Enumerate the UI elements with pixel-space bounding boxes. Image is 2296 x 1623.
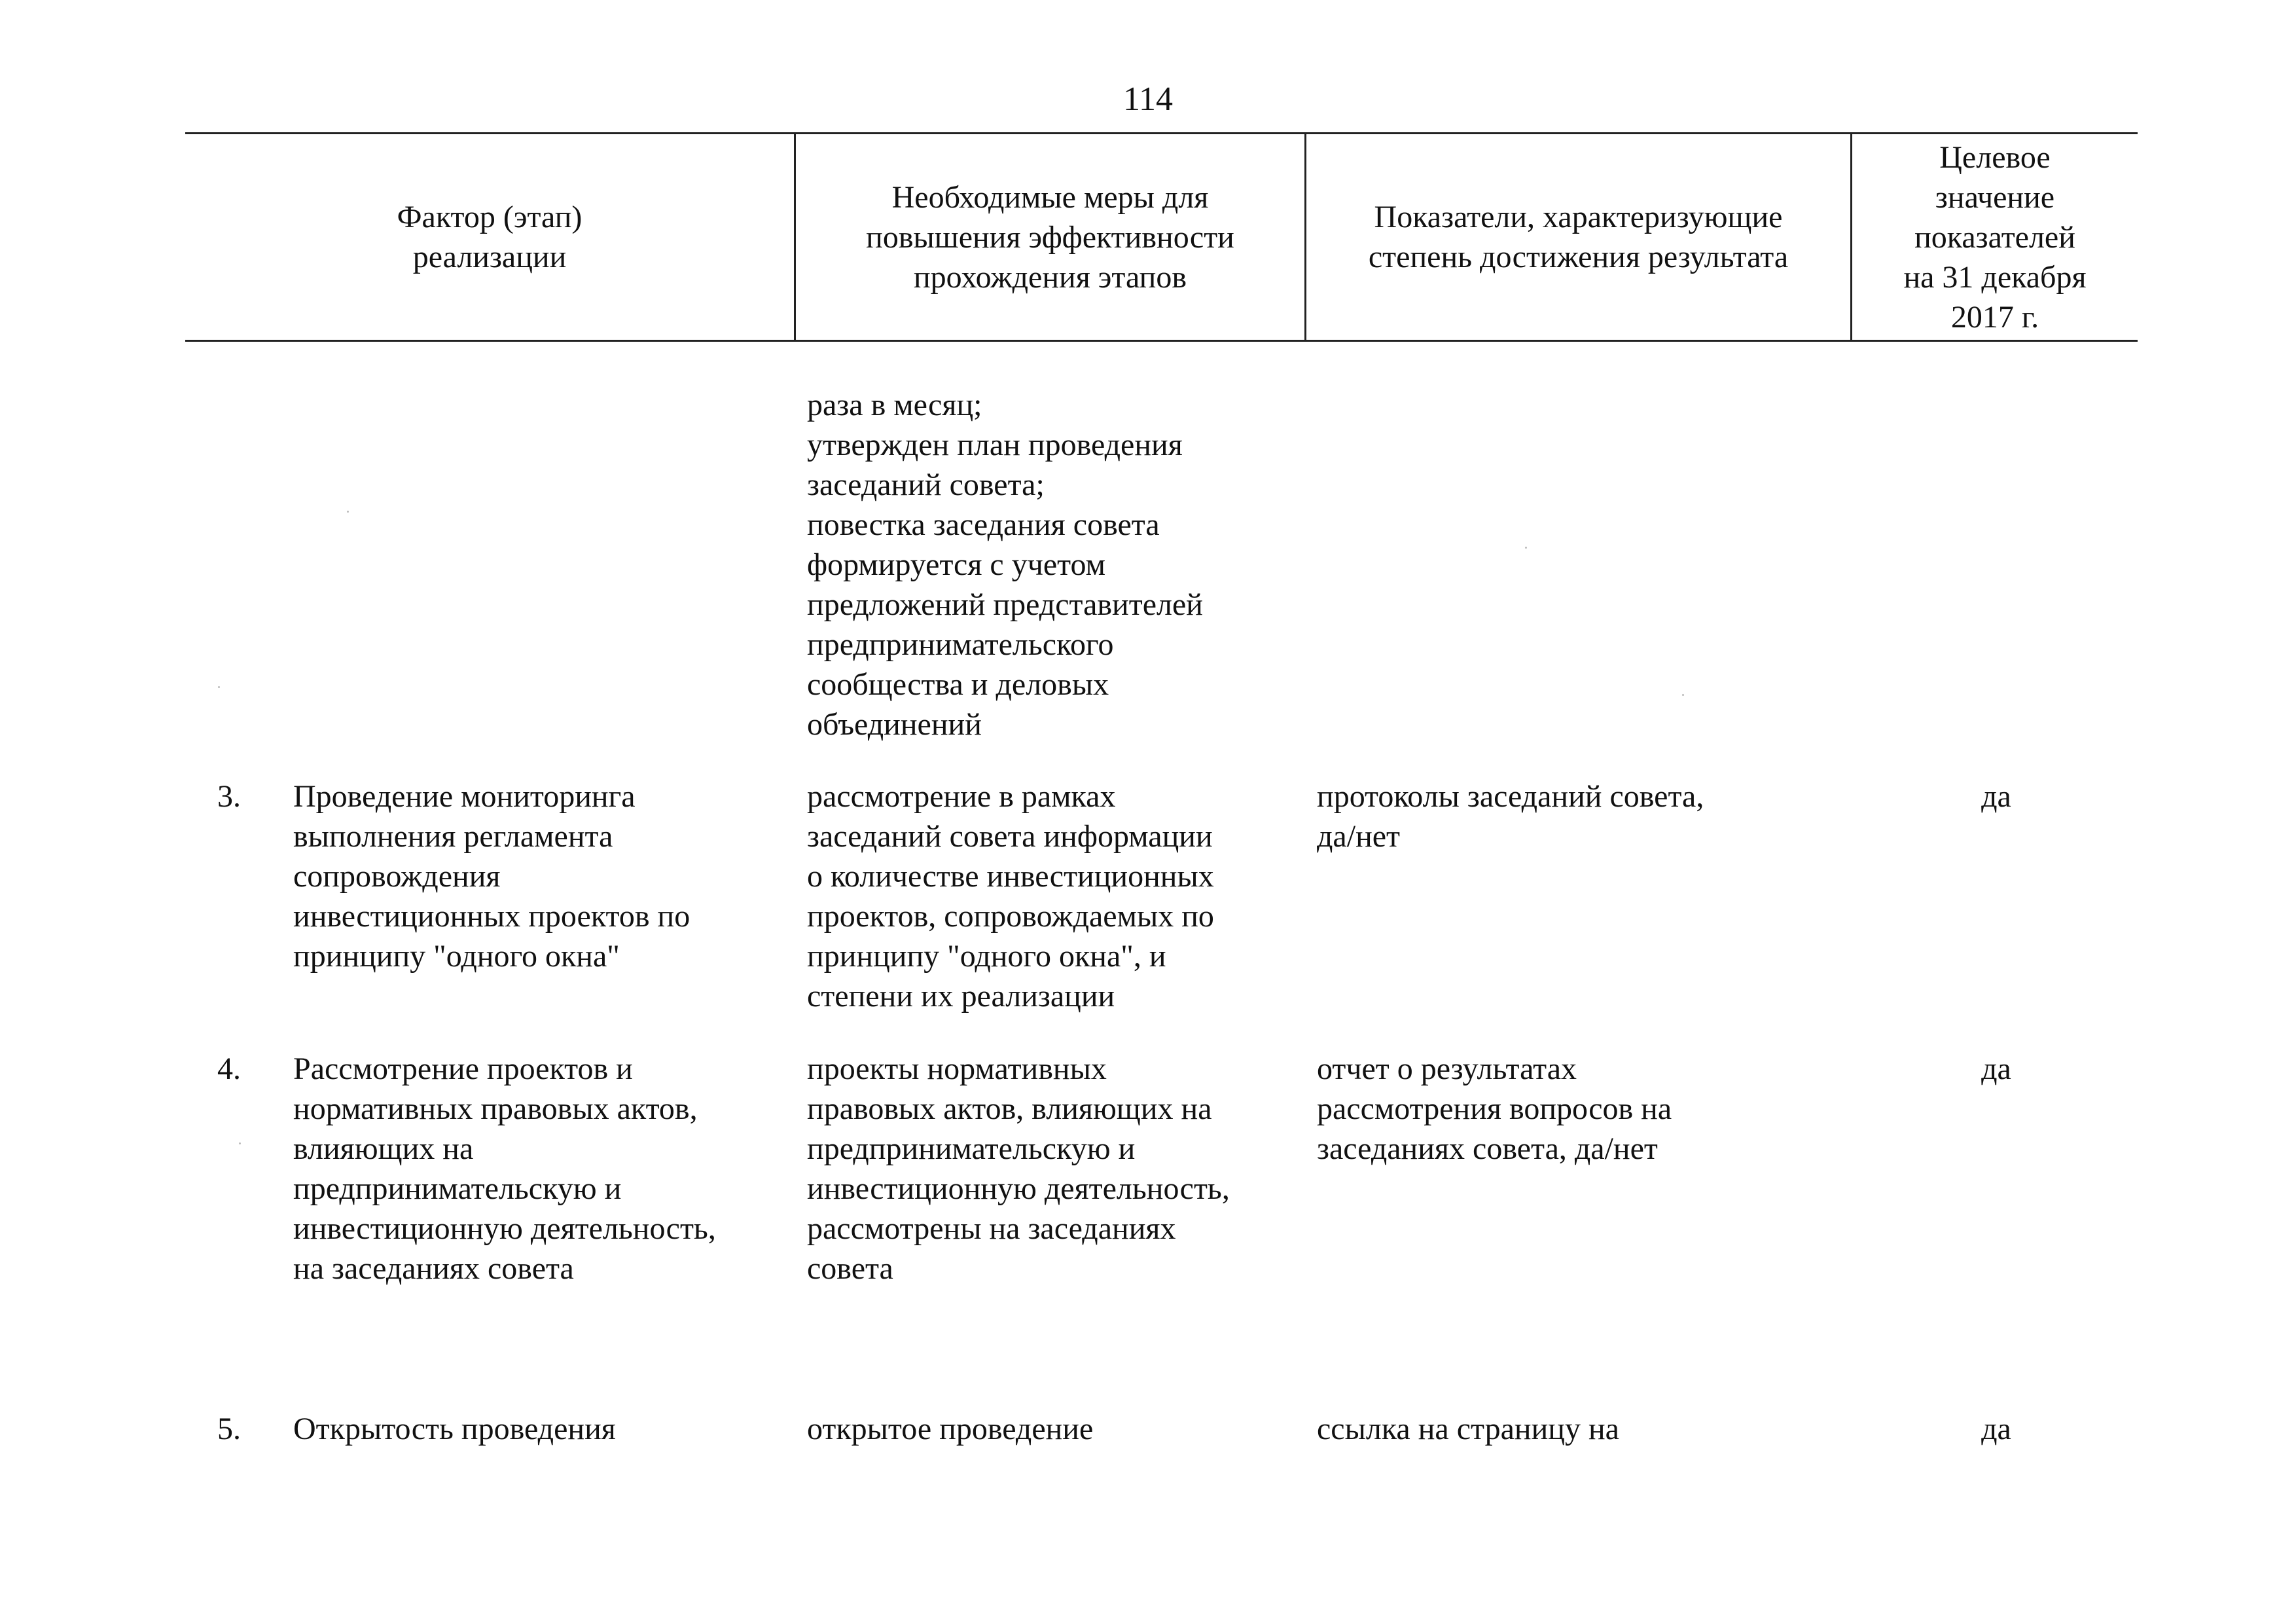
scan-speck <box>1525 547 1527 549</box>
row-5-measures: открытое проведение <box>807 1412 1094 1446</box>
row-4-indicators: отчет о результатах рассмотрения вопросов на заседаниях совета, да/нет <box>1317 1051 1672 1166</box>
header-measures: Необходимые меры для повышения эффективности прохождения этапов <box>794 134 1304 340</box>
table-header <box>185 132 2138 342</box>
row-4-factor: Рассмотрение проектов и нормативных правовых актов, влияющих на предпринимательскую и инвестиционную деятельность, на заседаниях совета <box>293 1051 716 1286</box>
row-5-factor: Открытость проведения <box>293 1412 616 1446</box>
row-4-number: 4. <box>217 1051 241 1086</box>
page-number: 114 <box>1122 81 1174 118</box>
row-4-target: да <box>1981 1051 2011 1086</box>
header-indicators: Показатели, характеризующие степень достижения результата <box>1304 134 1850 340</box>
row-3-measures: рассмотрение в рамках заседаний совета информации о количестве инвестиционных проектов, сопровождаемых по принципу "одного окна", и степени их реализации <box>807 779 1214 1013</box>
row-5-target: да <box>1981 1412 2011 1446</box>
row-3-factor: Проведение мониторинга выполнения регламента сопровождения инвестиционных проектов по принципу "одного окна" <box>293 779 691 974</box>
row-5-indicators: ссылка на страницу на <box>1317 1412 1619 1446</box>
scan-speck <box>1682 694 1684 696</box>
row-3-target: да <box>1981 779 2011 814</box>
scan-speck <box>218 686 220 688</box>
header-factor: Фактор (этап) реализации <box>397 200 583 274</box>
continuation-measures: раза в месяц; утвержден план проведения заседаний совета; повестка заседания совета формируется с учетом предложений представителей предпринимательского сообщества и деловых объединений <box>807 388 1203 742</box>
row-3-indicators: протоколы заседаний совета, да/нет <box>1317 779 1704 854</box>
row-4-measures: проекты нормативных правовых актов, влияющих на предпринимательскую и инвестиционную деятельность, рассмотрены на заседаниях совета <box>807 1051 1230 1286</box>
header-target: Целевое значение показателей на 31 декабря 2017 г. <box>1850 134 2138 340</box>
scan-speck <box>347 511 349 513</box>
scan-speck <box>239 1142 241 1144</box>
row-5-number: 5. <box>217 1412 241 1446</box>
row-3-number: 3. <box>217 779 241 814</box>
